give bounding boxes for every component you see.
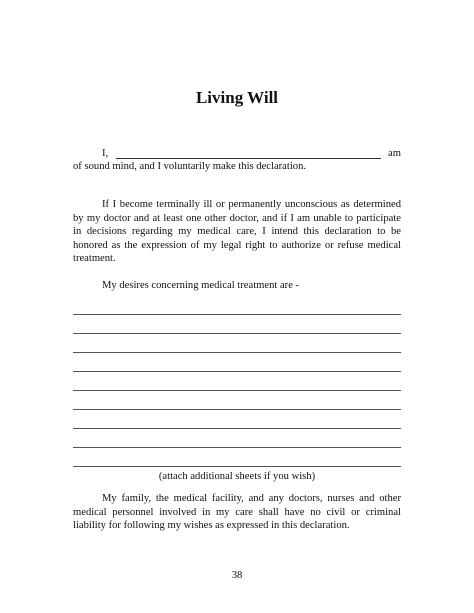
declaration-line (73, 147, 401, 161)
declaration-i-label: I, (102, 148, 109, 159)
blank-line[interactable] (73, 315, 401, 334)
declaration-am-label: am (388, 148, 401, 159)
document-title: Living Will (195, 88, 279, 107)
blank-line[interactable] (73, 353, 401, 372)
blank-line[interactable] (73, 372, 401, 391)
blank-line[interactable] (73, 448, 401, 467)
blank-line[interactable] (73, 429, 401, 448)
blank-line[interactable] (73, 410, 401, 429)
declaration-continuation: of sound mind, and I voluntarily make this declaration. (73, 161, 307, 172)
blank-line[interactable] (73, 391, 401, 410)
terminal-illness-paragraph: If I become terminally ill or permanently unconscious as determined by my doctor and at least one other doctor, and if I am unable to participate in decisions regarding my medical care, I intend this declaration to be honored as the expression of my legal right to authorize or refuse medical treatment. (73, 199, 401, 265)
name-blank-line[interactable] (116, 158, 381, 159)
medical-treatment-lines (73, 313, 401, 467)
page-number: 38 (231, 570, 243, 581)
blank-line[interactable] (73, 334, 401, 353)
attach-note: (attach additional sheets if you wish) (158, 471, 316, 482)
liability-paragraph: My family, the medical facility, and any doctors, nurses and other medical personnel involved in my care shall have no civil or criminal liability for following my wishes as expressed in this declaration. (73, 493, 401, 532)
desires-label: My desires concerning medical treatment are - (102, 280, 300, 291)
